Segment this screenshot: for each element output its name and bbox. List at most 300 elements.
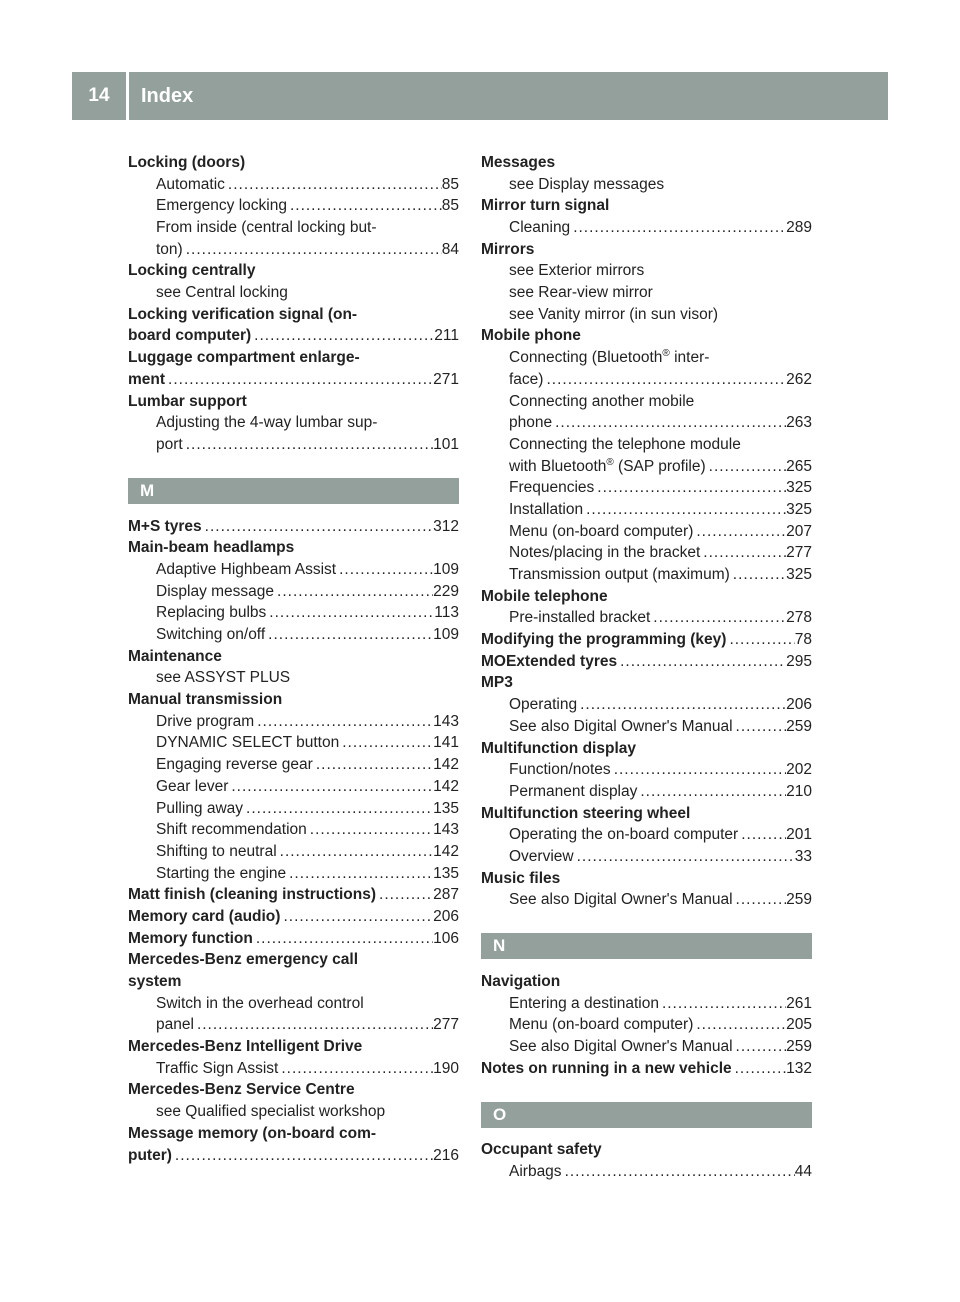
dot-leader <box>278 1058 433 1080</box>
entry-text: See also Digital Owner's Manual <box>509 891 733 909</box>
page-reference[interactable]: 262 <box>786 370 812 388</box>
index-entry <box>481 239 812 261</box>
index-subentry[interactable] <box>128 841 459 863</box>
entry-text: Mobile phone <box>481 327 581 345</box>
section-letter-m: M <box>128 478 459 504</box>
page-reference[interactable]: 259 <box>786 1038 812 1056</box>
entry-label <box>156 993 364 1015</box>
entry-text: Entering a destination <box>509 994 659 1012</box>
index-subentry[interactable] <box>481 716 812 738</box>
page-reference[interactable]: 142 <box>433 756 459 774</box>
index-entry <box>128 304 459 326</box>
dot-leader <box>313 754 433 776</box>
page-reference[interactable]: 271 <box>433 370 459 388</box>
index-subentry[interactable] <box>481 217 812 239</box>
entry-text: Frequencies <box>509 479 595 497</box>
dot-leader <box>733 889 787 911</box>
entry-label <box>509 542 700 564</box>
entry-text: system <box>128 973 182 991</box>
entry-label <box>509 993 659 1015</box>
entry-label <box>156 581 274 603</box>
dot-leader <box>265 624 433 646</box>
index-subentry[interactable] <box>128 195 459 217</box>
index-subentry[interactable] <box>481 412 812 434</box>
page-reference[interactable]: 33 <box>794 847 812 865</box>
entry-label <box>481 803 690 825</box>
index-subentry[interactable] <box>481 1036 812 1058</box>
index-entry <box>481 673 812 695</box>
entry-label <box>509 304 718 326</box>
index-subentry <box>481 304 812 326</box>
index-subentry[interactable] <box>128 819 459 841</box>
index-subentry[interactable] <box>481 1161 812 1183</box>
dot-leader <box>611 759 786 781</box>
entry-text: Mercedes-Benz Service Centre <box>128 1081 355 1099</box>
index-subentry <box>128 667 459 689</box>
index-entry <box>128 260 459 282</box>
entry-text: Connecting (Bluetooth <box>509 349 663 367</box>
entry-label <box>509 412 552 434</box>
dot-leader <box>730 564 786 586</box>
page-reference[interactable]: 295 <box>786 652 812 670</box>
entry-label <box>509 434 741 456</box>
entry-label <box>128 369 165 391</box>
index-subentry[interactable] <box>128 174 459 196</box>
index-entry <box>481 326 812 348</box>
index-subentry[interactable] <box>481 846 812 868</box>
page-reference[interactable]: 132 <box>786 1059 812 1077</box>
entry-label <box>156 282 288 304</box>
dot-leader <box>733 716 787 738</box>
entry-text: Manual transmission <box>128 691 283 709</box>
index-entry[interactable] <box>128 928 459 950</box>
index-subentry[interactable] <box>481 607 812 629</box>
dot-leader <box>700 542 786 564</box>
entry-label <box>156 863 286 885</box>
index-subentry[interactable] <box>481 521 812 543</box>
entry-label <box>156 841 277 863</box>
entry-text: see Central locking <box>156 284 288 302</box>
page-reference[interactable]: 207 <box>786 522 812 540</box>
index-subentry[interactable] <box>481 694 812 716</box>
index-subentry[interactable] <box>481 889 812 911</box>
index-subentry <box>481 391 812 413</box>
page-reference[interactable]: 259 <box>786 891 812 909</box>
entry-label <box>156 754 313 776</box>
index-subentry[interactable] <box>128 863 459 885</box>
entry-text: See also Digital Owner's Manual <box>509 717 733 735</box>
page-reference[interactable]: 109 <box>433 626 459 644</box>
entry-text: Message memory (on-board com- <box>128 1124 377 1142</box>
index-subentry[interactable] <box>481 477 812 499</box>
page-reference[interactable]: 201 <box>786 826 812 844</box>
dot-leader <box>183 434 433 456</box>
page-reference[interactable]: 190 <box>433 1059 459 1077</box>
entry-label <box>128 347 360 369</box>
index-entry[interactable] <box>128 326 459 348</box>
entry-text: Connecting the telephone module <box>509 435 741 453</box>
entry-label <box>128 646 222 668</box>
header-divider <box>126 72 129 120</box>
entry-text: Adaptive Highbeam Assist <box>156 560 337 578</box>
index-entry <box>128 152 459 174</box>
page-reference[interactable]: 206 <box>433 907 459 925</box>
dot-leader <box>251 326 434 348</box>
entry-text: Gear lever <box>156 777 229 795</box>
entry-text: board computer) <box>128 327 252 345</box>
dot-leader <box>172 1145 433 1167</box>
page-reference[interactable]: 44 <box>794 1163 812 1181</box>
entry-text: Cleaning <box>509 219 571 237</box>
dot-leader <box>376 884 433 906</box>
dot-leader <box>274 581 433 603</box>
dot-leader <box>738 824 786 846</box>
entry-text: Transmission output (maximum) <box>509 566 730 584</box>
page-reference[interactable]: 78 <box>794 631 812 649</box>
entry-label <box>481 1140 602 1162</box>
index-subentry <box>481 260 812 282</box>
entry-label <box>481 195 609 217</box>
entry-label <box>128 906 280 928</box>
page-reference[interactable]: 312 <box>433 517 459 535</box>
index-subentry <box>481 347 812 369</box>
index-subentry[interactable] <box>481 759 812 781</box>
entry-label <box>156 819 307 841</box>
entry-label <box>509 369 543 391</box>
index-subentry[interactable] <box>128 559 459 581</box>
page-reference[interactable]: 229 <box>433 582 459 600</box>
entry-text: Navigation <box>481 973 561 991</box>
page-reference[interactable]: 113 <box>434 604 459 622</box>
page-reference[interactable]: 205 <box>786 1016 812 1034</box>
index-subentry[interactable] <box>128 239 459 261</box>
page-reference[interactable]: 142 <box>433 842 459 860</box>
page-reference[interactable]: 141 <box>433 734 459 752</box>
index-subentry[interactable] <box>128 798 459 820</box>
entry-text: Locking verification signal (on- <box>128 305 358 323</box>
index-entry <box>481 586 812 608</box>
entry-label <box>156 711 254 733</box>
entry-text: port <box>156 435 183 453</box>
entry-label <box>128 537 294 559</box>
entry-text: MP3 <box>481 674 513 692</box>
page-reference[interactable]: 106 <box>433 929 459 947</box>
entry-label <box>156 624 265 646</box>
entry-text: Lumbar support <box>128 392 247 410</box>
entry-label <box>156 733 339 755</box>
index-column-right <box>481 152 812 1183</box>
index-subentry <box>128 1101 459 1123</box>
page-reference[interactable]: 135 <box>433 864 459 882</box>
page-reference[interactable]: 210 <box>786 782 812 800</box>
dot-leader <box>733 1036 787 1058</box>
entry-label <box>156 1101 385 1123</box>
section-letter-o: O <box>481 1102 812 1128</box>
page-reference[interactable]: 202 <box>786 761 812 779</box>
entry-label <box>509 846 574 868</box>
entry-text: See also Digital Owner's Manual <box>509 1038 733 1056</box>
entry-text: Mercedes-Benz Intelligent Drive <box>128 1038 363 1056</box>
dot-leader <box>594 477 786 499</box>
dot-leader <box>726 629 794 651</box>
entry-text: Multifunction display <box>481 739 636 757</box>
index-entry <box>128 537 459 559</box>
dot-leader <box>637 781 786 803</box>
index-entry[interactable] <box>128 1145 459 1167</box>
index-entry <box>481 738 812 760</box>
entry-label <box>156 1014 194 1036</box>
index-entry[interactable] <box>128 369 459 391</box>
page-reference[interactable]: 216 <box>433 1146 459 1164</box>
entry-label <box>156 798 243 820</box>
dot-leader <box>253 928 433 950</box>
index-entry[interactable] <box>128 516 459 538</box>
page-reference[interactable]: 101 <box>433 435 459 453</box>
page-reference[interactable]: 142 <box>433 777 459 795</box>
entry-text: Switching on/off <box>156 626 266 644</box>
entry-label <box>128 260 255 282</box>
page-reference[interactable]: 289 <box>786 219 812 237</box>
entry-label <box>509 477 594 499</box>
dot-leader <box>339 733 433 755</box>
index-subentry <box>128 993 459 1015</box>
index-subentry[interactable] <box>128 754 459 776</box>
index-subentry <box>128 412 459 434</box>
entry-text: Locking centrally <box>128 262 256 280</box>
dot-leader <box>659 993 786 1015</box>
entry-label <box>509 347 709 369</box>
entry-label <box>509 456 706 478</box>
entry-text: puter) <box>128 1146 172 1164</box>
entry-text: Notes on running in a new vehicle <box>481 1059 732 1077</box>
index-subentry <box>128 282 459 304</box>
dot-leader <box>243 798 433 820</box>
dot-leader <box>266 602 434 624</box>
entry-text: Memory card (audio) <box>128 907 281 925</box>
entry-text: Notes/placing in the bracket <box>509 544 701 562</box>
entry-text: Pulling away <box>156 799 244 817</box>
page-reference[interactable]: 85 <box>441 197 459 215</box>
index-entry <box>481 868 812 890</box>
entry-label <box>509 716 733 738</box>
entry-label <box>128 1123 376 1145</box>
page-reference[interactable]: 206 <box>786 696 812 714</box>
entry-label <box>156 434 183 456</box>
entry-text: see Qualified specialist workshop <box>156 1103 386 1121</box>
index-subentry[interactable] <box>481 456 812 478</box>
entry-text: Mobile telephone <box>481 587 608 605</box>
page-reference[interactable]: 84 <box>441 240 459 258</box>
index-entry <box>128 1080 459 1102</box>
entry-label <box>156 195 287 217</box>
entry-text: see Display messages <box>509 175 665 193</box>
entry-label <box>509 282 653 304</box>
page-reference[interactable]: 278 <box>786 609 812 627</box>
entry-label <box>481 651 617 673</box>
entry-label <box>509 521 693 543</box>
index-entry[interactable] <box>481 1058 812 1080</box>
index-subentry[interactable] <box>128 711 459 733</box>
entry-text: Maintenance <box>128 647 222 665</box>
index-subentry[interactable] <box>128 434 459 456</box>
entry-text: Modifying the programming (key) <box>481 631 727 649</box>
page-reference[interactable]: 143 <box>433 821 459 839</box>
entry-text: face) <box>509 370 544 388</box>
entry-text: Installation <box>509 500 584 518</box>
entry-label <box>509 391 694 413</box>
entry-label <box>156 412 377 434</box>
dot-leader <box>287 195 442 217</box>
entry-label <box>481 629 726 651</box>
entry-text: Replacing bulbs <box>156 604 267 622</box>
entry-label <box>509 781 637 803</box>
entry-label <box>156 174 225 196</box>
entry-text: Memory function <box>128 929 253 947</box>
index-entry[interactable] <box>481 651 812 673</box>
entry-text: Multifunction steering wheel <box>481 804 691 822</box>
index-subentry[interactable] <box>481 993 812 1015</box>
dot-leader <box>617 651 786 673</box>
entry-label <box>509 694 577 716</box>
entry-label <box>128 689 282 711</box>
index-entry <box>128 391 459 413</box>
index-subentry[interactable] <box>481 542 812 564</box>
entry-label <box>509 607 650 629</box>
entry-label <box>509 824 738 846</box>
dot-leader <box>650 607 786 629</box>
page-reference[interactable]: 211 <box>434 327 459 345</box>
entry-label <box>128 949 358 971</box>
index-entry[interactable] <box>481 629 812 651</box>
index-entry[interactable] <box>128 906 459 928</box>
page-reference[interactable]: 287 <box>433 886 459 904</box>
entry-text: Connecting another mobile <box>509 392 695 410</box>
entry-label <box>128 1145 172 1167</box>
entry-label <box>128 152 245 174</box>
entry-label <box>156 776 228 798</box>
entry-text: DYNAMIC SELECT button <box>156 734 340 752</box>
page-reference[interactable]: 325 <box>786 566 812 584</box>
index-entry <box>481 803 812 825</box>
dot-leader <box>183 239 442 261</box>
index-subentry <box>481 282 812 304</box>
entry-text: Display message <box>156 582 275 600</box>
index-entry <box>128 949 459 971</box>
index-entry <box>128 1123 459 1145</box>
index-subentry[interactable] <box>128 776 459 798</box>
page-reference[interactable]: 263 <box>786 414 812 432</box>
entry-label <box>128 326 251 348</box>
dot-leader <box>336 559 433 581</box>
index-entry <box>481 152 812 174</box>
page-reference[interactable]: 277 <box>786 544 812 562</box>
entry-text: Mercedes-Benz emergency call <box>128 951 359 969</box>
index-subentry[interactable] <box>128 602 459 624</box>
entry-label <box>156 602 266 624</box>
dot-leader <box>277 841 433 863</box>
entry-text: Emergency locking <box>156 197 287 215</box>
page-reference[interactable]: 109 <box>433 560 459 578</box>
page-reference[interactable]: 85 <box>441 175 459 193</box>
header-bar <box>72 72 888 120</box>
page-reference[interactable]: 325 <box>786 479 812 497</box>
entry-text: see ASSYST PLUS <box>156 669 291 687</box>
entry-text: Music files <box>481 869 561 887</box>
index-subentry[interactable] <box>481 1014 812 1036</box>
index-entry <box>128 689 459 711</box>
registered-mark: ® <box>606 456 614 468</box>
entry-text: Adjusting the 4-way lumbar sup- <box>156 414 378 432</box>
page-reference[interactable]: 265 <box>786 457 812 475</box>
entry-label <box>481 868 560 890</box>
page-reference[interactable]: 135 <box>433 799 459 817</box>
dot-leader <box>194 1014 433 1036</box>
entry-label <box>509 1161 562 1183</box>
index-subentry <box>128 217 459 239</box>
page-reference[interactable]: 277 <box>433 1016 459 1034</box>
entry-text: phone <box>509 414 553 432</box>
entry-label <box>509 174 664 196</box>
page-reference[interactable]: 261 <box>786 994 812 1012</box>
entry-text: Overview <box>509 847 574 865</box>
entry-label <box>128 928 253 950</box>
entry-text: Airbags <box>509 1163 562 1181</box>
entry-label <box>509 1014 693 1036</box>
entry-label <box>128 884 376 906</box>
entry-text: Messages <box>481 153 556 171</box>
dot-leader <box>165 369 433 391</box>
entry-label <box>128 971 181 993</box>
page-reference[interactable]: 143 <box>433 712 459 730</box>
index-subentry[interactable] <box>481 824 812 846</box>
entry-text: with Bluetooth <box>509 457 607 475</box>
entry-text: M+S tyres <box>128 517 202 535</box>
dot-leader <box>228 776 433 798</box>
index-subentry <box>481 434 812 456</box>
entry-label <box>128 391 247 413</box>
entry-label <box>509 1036 733 1058</box>
dot-leader <box>562 1161 795 1183</box>
index-entry <box>128 1036 459 1058</box>
page-title: Index <box>141 84 194 107</box>
index-subentry[interactable] <box>128 581 459 603</box>
index-entry <box>481 195 812 217</box>
index-subentry[interactable] <box>128 624 459 646</box>
index-subentry[interactable] <box>481 499 812 521</box>
entry-text: ton) <box>156 240 183 258</box>
index-subentry[interactable] <box>481 781 812 803</box>
index-entry <box>481 1140 812 1162</box>
entry-label <box>509 217 570 239</box>
index-subentry[interactable] <box>128 1058 459 1080</box>
index-subentry[interactable] <box>128 1014 459 1036</box>
entry-text: Mirrors <box>481 240 535 258</box>
entry-label <box>481 152 555 174</box>
dot-leader <box>693 521 786 543</box>
index-entry <box>128 347 459 369</box>
entry-text: Starting the engine <box>156 864 287 882</box>
entry-text: Luggage compartment enlarge- <box>128 349 360 367</box>
page-reference[interactable]: 259 <box>786 717 812 735</box>
index-entry[interactable] <box>128 884 459 906</box>
entry-text: Drive program <box>156 712 255 730</box>
index-subentry[interactable] <box>481 564 812 586</box>
page-reference[interactable]: 325 <box>786 500 812 518</box>
entry-label <box>156 559 336 581</box>
index-subentry[interactable] <box>128 733 459 755</box>
registered-mark: ® <box>662 348 670 360</box>
index-subentry[interactable] <box>481 369 812 391</box>
